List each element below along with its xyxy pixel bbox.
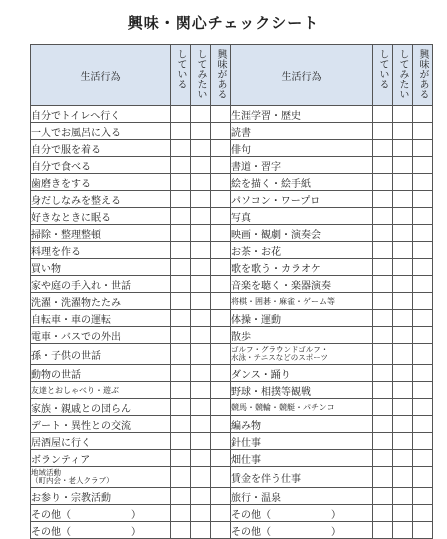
right-want-checkbox[interactable] [393, 225, 413, 242]
table-row [31, 123, 433, 140]
left-want-checkbox[interactable] [191, 467, 211, 488]
right-interest-checkbox[interactable] [413, 208, 433, 225]
right-want-checkbox[interactable] [393, 157, 413, 174]
right-doing-checkbox[interactable] [373, 433, 393, 450]
table-row [31, 276, 433, 293]
right-activity-label: その他（ ） [231, 505, 373, 522]
right-activity-label: 写真 [231, 208, 373, 225]
left-interest-checkbox[interactable] [211, 242, 231, 259]
left-doing-checkbox[interactable] [171, 242, 191, 259]
left-doing-checkbox[interactable] [171, 174, 191, 191]
left-interest-checkbox[interactable] [211, 310, 231, 327]
right-want-checkbox[interactable] [393, 259, 413, 276]
right-interest-checkbox[interactable] [413, 344, 433, 365]
left-doing-checkbox[interactable] [171, 310, 191, 327]
right-interest-checkbox[interactable] [413, 522, 433, 539]
left-want-checkbox[interactable] [191, 344, 211, 365]
right-activity-label: 俳句 [231, 140, 373, 157]
right-activity-label: 旅行・温泉 [231, 488, 373, 505]
right-interest-checkbox[interactable] [413, 467, 433, 488]
right-activity-header: 生活行為 [231, 45, 373, 106]
right-interest-checkbox[interactable] [413, 242, 433, 259]
right-interest-checkbox[interactable] [413, 293, 433, 310]
left-doing-checkbox[interactable] [171, 450, 191, 467]
right-doing-checkbox[interactable] [373, 467, 393, 488]
left-doing-checkbox[interactable] [171, 208, 191, 225]
left-doing-checkbox[interactable] [171, 433, 191, 450]
left-interest-header: 興味がある [211, 45, 231, 106]
left-want-checkbox[interactable] [191, 276, 211, 293]
left-want-checkbox[interactable] [191, 140, 211, 157]
right-interest-checkbox[interactable] [413, 450, 433, 467]
left-activity-label: 身だしなみを整える [31, 191, 171, 208]
left-interest-checkbox[interactable] [211, 344, 231, 365]
right-interest-checkbox[interactable] [413, 140, 433, 157]
left-want-checkbox[interactable] [191, 382, 211, 399]
right-doing-checkbox[interactable] [373, 242, 393, 259]
header-row [31, 45, 433, 106]
table-row [31, 382, 433, 399]
left-activity-label: 一人でお風呂に入る [31, 123, 171, 140]
right-interest-checkbox[interactable] [413, 310, 433, 327]
left-interest-checkbox[interactable] [211, 382, 231, 399]
left-interest-checkbox[interactable] [211, 191, 231, 208]
left-activity-label: 掃除・整理整頓 [31, 225, 171, 242]
left-doing-checkbox[interactable] [171, 344, 191, 365]
right-doing-checkbox[interactable] [373, 522, 393, 539]
right-want-checkbox[interactable] [393, 382, 413, 399]
left-want-checkbox[interactable] [191, 242, 211, 259]
left-interest-checkbox[interactable] [211, 259, 231, 276]
table-row [31, 522, 433, 539]
sheet-title: 興味・関心チェックシート [127, 14, 320, 32]
left-doing-checkbox[interactable] [171, 416, 191, 433]
right-doing-checkbox[interactable] [373, 106, 393, 123]
left-activity-label: 家や庭の手入れ・世話 [31, 276, 171, 293]
left-interest-checkbox[interactable] [211, 450, 231, 467]
table-row [31, 208, 433, 225]
left-doing-checkbox[interactable] [171, 505, 191, 522]
right-want-checkbox[interactable] [393, 191, 413, 208]
left-doing-checkbox[interactable] [171, 382, 191, 399]
left-want-header: してみたい [191, 45, 211, 106]
right-want-checkbox[interactable] [393, 433, 413, 450]
left-want-checkbox[interactable] [191, 522, 211, 539]
right-want-checkbox[interactable] [393, 450, 413, 467]
left-interest-checkbox[interactable] [211, 293, 231, 310]
right-want-checkbox[interactable] [393, 106, 413, 123]
right-interest-checkbox[interactable] [413, 488, 433, 505]
left-activity-label: 動物の世話 [31, 365, 171, 382]
right-activity-label: ゴルフ・グラウンドゴルフ・ 水泳・テニスなどのスポーツ [231, 344, 373, 365]
left-want-checkbox[interactable] [191, 505, 211, 522]
right-doing-checkbox[interactable] [373, 123, 393, 140]
left-want-checkbox[interactable] [191, 157, 211, 174]
right-activity-label: 音楽を聴く・楽器演奏 [231, 276, 373, 293]
right-doing-checkbox[interactable] [373, 259, 393, 276]
table-row [31, 157, 433, 174]
left-interest-checkbox[interactable] [211, 416, 231, 433]
table-row [31, 174, 433, 191]
left-want-checkbox[interactable] [191, 293, 211, 310]
right-want-checkbox[interactable] [393, 123, 413, 140]
right-doing-checkbox[interactable] [373, 191, 393, 208]
table-row [31, 310, 433, 327]
left-interest-checkbox[interactable] [211, 225, 231, 242]
right-doing-checkbox[interactable] [373, 293, 393, 310]
right-activity-label: 競馬・競輪・競艇・パチンコ [231, 399, 373, 416]
right-interest-checkbox[interactable] [413, 416, 433, 433]
right-doing-checkbox[interactable] [373, 276, 393, 293]
right-interest-checkbox[interactable] [413, 433, 433, 450]
table-row [31, 488, 433, 505]
left-interest-checkbox[interactable] [211, 488, 231, 505]
right-activity-label: 針仕事 [231, 433, 373, 450]
table-row [31, 242, 433, 259]
table-row [31, 140, 433, 157]
left-activity-label: 自転車・車の運転 [31, 310, 171, 327]
right-interest-checkbox[interactable] [413, 174, 433, 191]
right-doing-checkbox[interactable] [373, 174, 393, 191]
table-row [31, 191, 433, 208]
right-activity-label: 編み物 [231, 416, 373, 433]
left-activity-label: 買い物 [31, 259, 171, 276]
left-want-checkbox[interactable] [191, 488, 211, 505]
left-activity-header: 生活行為 [31, 45, 171, 106]
right-want-checkbox[interactable] [393, 208, 413, 225]
left-interest-checkbox[interactable] [211, 522, 231, 539]
right-want-checkbox[interactable] [393, 310, 413, 327]
table-row [31, 450, 433, 467]
right-doing-checkbox[interactable] [373, 365, 393, 382]
left-activity-label: その他（ ） [31, 505, 171, 522]
table-row [31, 293, 433, 310]
right-doing-checkbox[interactable] [373, 488, 393, 505]
table-row [31, 327, 433, 344]
left-activity-label: その他（ ） [31, 522, 171, 539]
left-doing-checkbox[interactable] [171, 327, 191, 344]
left-interest-checkbox[interactable] [211, 365, 231, 382]
left-interest-checkbox[interactable] [211, 433, 231, 450]
left-want-checkbox[interactable] [191, 174, 211, 191]
table-row [31, 225, 433, 242]
left-doing-checkbox[interactable] [171, 365, 191, 382]
left-interest-checkbox[interactable] [211, 208, 231, 225]
right-interest-checkbox[interactable] [413, 191, 433, 208]
right-doing-checkbox[interactable] [373, 140, 393, 157]
right-doing-checkbox[interactable] [373, 399, 393, 416]
left-want-checkbox[interactable] [191, 225, 211, 242]
right-want-checkbox[interactable] [393, 140, 413, 157]
left-want-checkbox[interactable] [191, 416, 211, 433]
table-row [31, 399, 433, 416]
table-row [31, 433, 433, 450]
table-row [31, 505, 433, 522]
right-activity-label: 賃金を伴う仕事 [231, 467, 373, 488]
left-want-checkbox[interactable] [191, 327, 211, 344]
right-want-checkbox[interactable] [393, 399, 413, 416]
left-want-checkbox[interactable] [191, 450, 211, 467]
right-doing-checkbox[interactable] [373, 450, 393, 467]
left-interest-checkbox[interactable] [211, 505, 231, 522]
right-interest-checkbox[interactable] [413, 382, 433, 399]
left-want-checkbox[interactable] [191, 123, 211, 140]
right-interest-checkbox[interactable] [413, 157, 433, 174]
left-doing-checkbox[interactable] [171, 488, 191, 505]
left-doing-checkbox[interactable] [171, 522, 191, 539]
left-interest-checkbox[interactable] [211, 276, 231, 293]
left-activity-label: 居酒屋に行く [31, 433, 171, 450]
left-activity-label: 好きなときに眠る [31, 208, 171, 225]
left-want-checkbox[interactable] [191, 106, 211, 123]
right-want-checkbox[interactable] [393, 467, 413, 488]
left-doing-checkbox[interactable] [171, 140, 191, 157]
table-row [31, 259, 433, 276]
right-interest-checkbox[interactable] [413, 399, 433, 416]
left-doing-checkbox[interactable] [171, 123, 191, 140]
right-want-checkbox[interactable] [393, 416, 413, 433]
left-interest-checkbox[interactable] [211, 327, 231, 344]
left-activity-label: 家族・親戚との団らん [31, 399, 171, 416]
table-row [31, 365, 433, 382]
left-interest-checkbox[interactable] [211, 399, 231, 416]
right-want-checkbox[interactable] [393, 174, 413, 191]
left-doing-checkbox[interactable] [171, 399, 191, 416]
left-want-checkbox[interactable] [191, 259, 211, 276]
right-interest-checkbox[interactable] [413, 225, 433, 242]
table-row [31, 416, 433, 433]
right-doing-checkbox[interactable] [373, 157, 393, 174]
right-activity-label: 書道・習字 [231, 157, 373, 174]
left-activity-label: デート・異性との交流 [31, 416, 171, 433]
right-doing-checkbox[interactable] [373, 382, 393, 399]
right-want-checkbox[interactable] [393, 327, 413, 344]
right-activity-label: 将棋・囲碁・麻雀・ゲーム等 [231, 293, 373, 310]
right-doing-checkbox[interactable] [373, 327, 393, 344]
right-activity-label: 映画・観劇・演奏会 [231, 225, 373, 242]
right-want-checkbox[interactable] [393, 276, 413, 293]
right-want-checkbox[interactable] [393, 365, 413, 382]
right-interest-header: 興味がある [413, 45, 433, 106]
left-doing-checkbox[interactable] [171, 276, 191, 293]
left-doing-checkbox[interactable] [171, 293, 191, 310]
left-want-checkbox[interactable] [191, 310, 211, 327]
right-interest-checkbox[interactable] [413, 327, 433, 344]
table-row [31, 467, 433, 488]
left-activity-label: 歯磨きをする [31, 174, 171, 191]
left-activity-label: 友達とおしゃべり・遊ぶ [31, 382, 171, 399]
right-interest-checkbox[interactable] [413, 365, 433, 382]
left-activity-label: お参り・宗教活動 [31, 488, 171, 505]
left-activity-label: 料理を作る [31, 242, 171, 259]
left-want-checkbox[interactable] [191, 191, 211, 208]
right-doing-header: している [373, 45, 393, 106]
left-doing-checkbox[interactable] [171, 225, 191, 242]
right-interest-checkbox[interactable] [413, 505, 433, 522]
right-doing-checkbox[interactable] [373, 310, 393, 327]
right-want-checkbox[interactable] [393, 293, 413, 310]
left-interest-checkbox[interactable] [211, 174, 231, 191]
left-activity-label: 地域活動 （町内会・老人クラブ） [31, 467, 171, 488]
right-activity-label: ダンス・踊り [231, 365, 373, 382]
left-doing-header: している [171, 45, 191, 106]
left-doing-checkbox[interactable] [171, 157, 191, 174]
left-interest-checkbox[interactable] [211, 467, 231, 488]
right-activity-label: 読書 [231, 123, 373, 140]
left-activity-label: 自分で服を着る [31, 140, 171, 157]
left-activity-label: 洗濯・洗濯物たたみ [31, 293, 171, 310]
left-interest-checkbox[interactable] [211, 157, 231, 174]
left-want-checkbox[interactable] [191, 365, 211, 382]
right-doing-checkbox[interactable] [373, 225, 393, 242]
left-doing-checkbox[interactable] [171, 191, 191, 208]
right-doing-checkbox[interactable] [373, 416, 393, 433]
table-row [31, 344, 433, 365]
left-interest-checkbox[interactable] [211, 123, 231, 140]
right-want-checkbox[interactable] [393, 344, 413, 365]
right-interest-checkbox[interactable] [413, 106, 433, 123]
right-activity-label: お茶・お花 [231, 242, 373, 259]
right-interest-checkbox[interactable] [413, 259, 433, 276]
left-doing-checkbox[interactable] [171, 106, 191, 123]
left-interest-checkbox[interactable] [211, 140, 231, 157]
right-activity-label: その他（ ） [231, 522, 373, 539]
right-activity-label: 歌を歌う・カラオケ [231, 259, 373, 276]
right-activity-label: 体操・運動 [231, 310, 373, 327]
left-want-checkbox[interactable] [191, 399, 211, 416]
left-activity-label: ボランティア [31, 450, 171, 467]
left-want-checkbox[interactable] [191, 208, 211, 225]
left-activity-label: 自分で食べる [31, 157, 171, 174]
check-table [30, 44, 433, 539]
right-doing-checkbox[interactable] [373, 208, 393, 225]
right-activity-label: 絵を描く・絵手紙 [231, 174, 373, 191]
left-interest-checkbox[interactable] [211, 106, 231, 123]
right-activity-label: 畑仕事 [231, 450, 373, 467]
right-want-checkbox[interactable] [393, 522, 413, 539]
right-activity-label: 野球・相撲等観戦 [231, 382, 373, 399]
left-activity-label: 自分でトイレへ行く [31, 106, 171, 123]
right-activity-label: 生涯学習・歴史 [231, 106, 373, 123]
left-activity-label: 孫・子供の世話 [31, 344, 171, 365]
table-row [31, 106, 433, 123]
right-want-checkbox[interactable] [393, 242, 413, 259]
right-doing-checkbox[interactable] [373, 344, 393, 365]
left-doing-checkbox[interactable] [171, 467, 191, 488]
right-want-checkbox[interactable] [393, 488, 413, 505]
left-doing-checkbox[interactable] [171, 259, 191, 276]
right-want-checkbox[interactable] [393, 505, 413, 522]
right-interest-checkbox[interactable] [413, 123, 433, 140]
right-activity-label: 散歩 [231, 327, 373, 344]
right-want-header: してみたい [393, 45, 413, 106]
right-activity-label: パソコン・ワープロ [231, 191, 373, 208]
right-interest-checkbox[interactable] [413, 276, 433, 293]
right-doing-checkbox[interactable] [373, 505, 393, 522]
left-want-checkbox[interactable] [191, 433, 211, 450]
left-activity-label: 電車・バスでの外出 [31, 327, 171, 344]
